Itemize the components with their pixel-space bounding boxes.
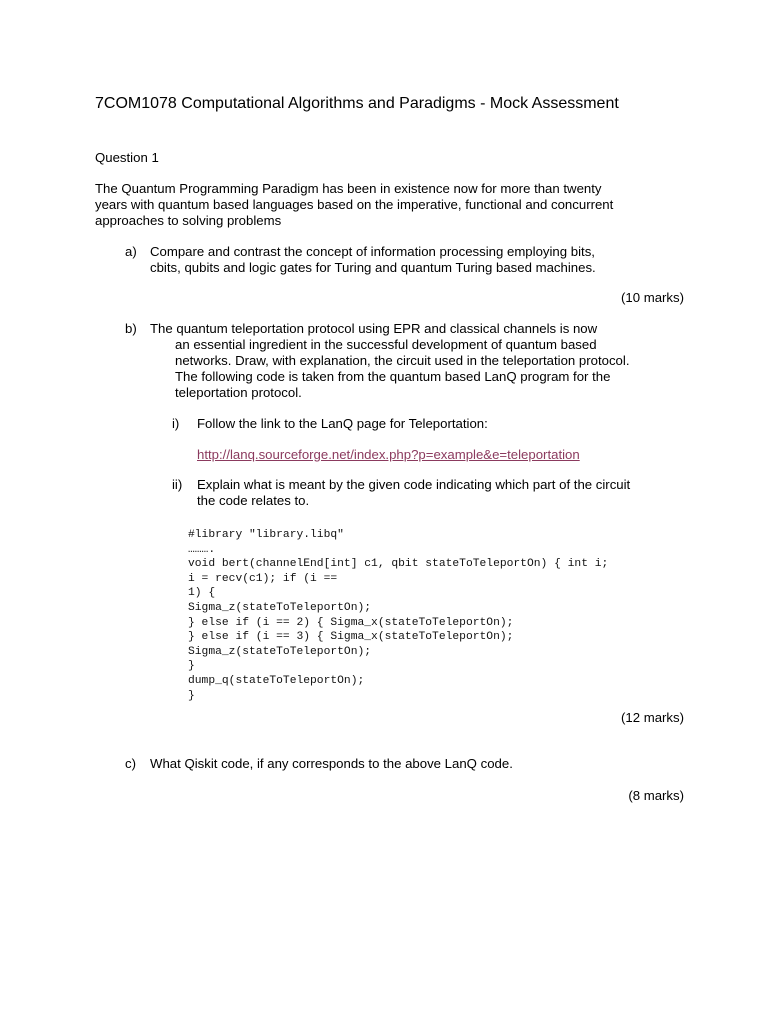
code-line: ………. [188, 543, 216, 556]
part-b-label: b) [125, 321, 137, 336]
part-b-line: an essential ingredient in the successful development of quantum based [175, 337, 597, 352]
part-b-first-line: The quantum teleportation protocol using EPR and classical channels is now [150, 321, 598, 336]
part-b-marks: (12 marks) [620, 710, 684, 725]
code-block [188, 528, 608, 703]
part-a-line: Compare and contrast the concept of information processing employing bits, [150, 244, 595, 259]
intro-line: approaches to solving problems [95, 213, 282, 228]
code-line: 1) { [188, 587, 216, 600]
part-c-text: What Qiskit code, if any corresponds to the above LanQ code. [150, 756, 513, 771]
page-title: 7COM1078 Computational Algorithms and Paradigms - Mock Assessment [95, 95, 619, 112]
code-line: } [188, 660, 195, 673]
part-b-line: networks. Draw, with explanation, the circuit used in the teleportation protocol. [175, 353, 630, 368]
intro-line: The Quantum Programming Paradigm has been in existence now for more than twenty [95, 181, 602, 196]
code-line: #library "library.libq" [188, 529, 344, 541]
code-line: Sigma_z(stateToTeleportOn); [188, 601, 372, 614]
part-b-line: The following code is taken from the quantum based LanQ program for the [175, 369, 611, 384]
code-line: } else if (i == 3) { Sigma_x(stateToTeleportOn); [188, 631, 514, 644]
sub-ii-line: Explain what is meant by the given code indicating which part of the circuit [197, 477, 631, 492]
code-line: Sigma_z(stateToTeleportOn); [188, 645, 372, 658]
sub-ii-label: ii) [172, 477, 183, 492]
teleportation-link[interactable]: http://lanq.sourceforge.net/index.php?p=example&e=teleportation [197, 447, 580, 462]
code-line: } [188, 689, 195, 702]
sub-ii-line: the code relates to. [197, 493, 310, 508]
part-b-line: teleportation protocol. [175, 385, 302, 400]
part-a-marks: (10 marks) [620, 290, 684, 305]
question-heading: Question 1 [95, 150, 159, 165]
part-a-label: a) [125, 244, 137, 259]
part-c-marks: (8 marks) [628, 788, 684, 803]
code-line: } else if (i == 2) { Sigma_x(stateToTeleportOn); [188, 616, 514, 629]
sub-i-label: i) [172, 416, 180, 431]
code-line: void bert(channelEnd[int] c1, qbit stateToTeleportOn) { int i; [188, 558, 609, 571]
intro-line: years with quantum based languages based on the imperative, functional and concurrent [95, 197, 614, 212]
sub-i-text: Follow the link to the LanQ page for Teleportation: [197, 416, 488, 431]
code-line: dump_q(stateToTeleportOn); [188, 674, 365, 687]
part-a-line: cbits, qubits and logic gates for Turing and quantum Turing based machines. [150, 260, 596, 275]
code-line: i = recv(c1); if (i == [188, 572, 338, 585]
part-c-label: c) [125, 756, 136, 771]
